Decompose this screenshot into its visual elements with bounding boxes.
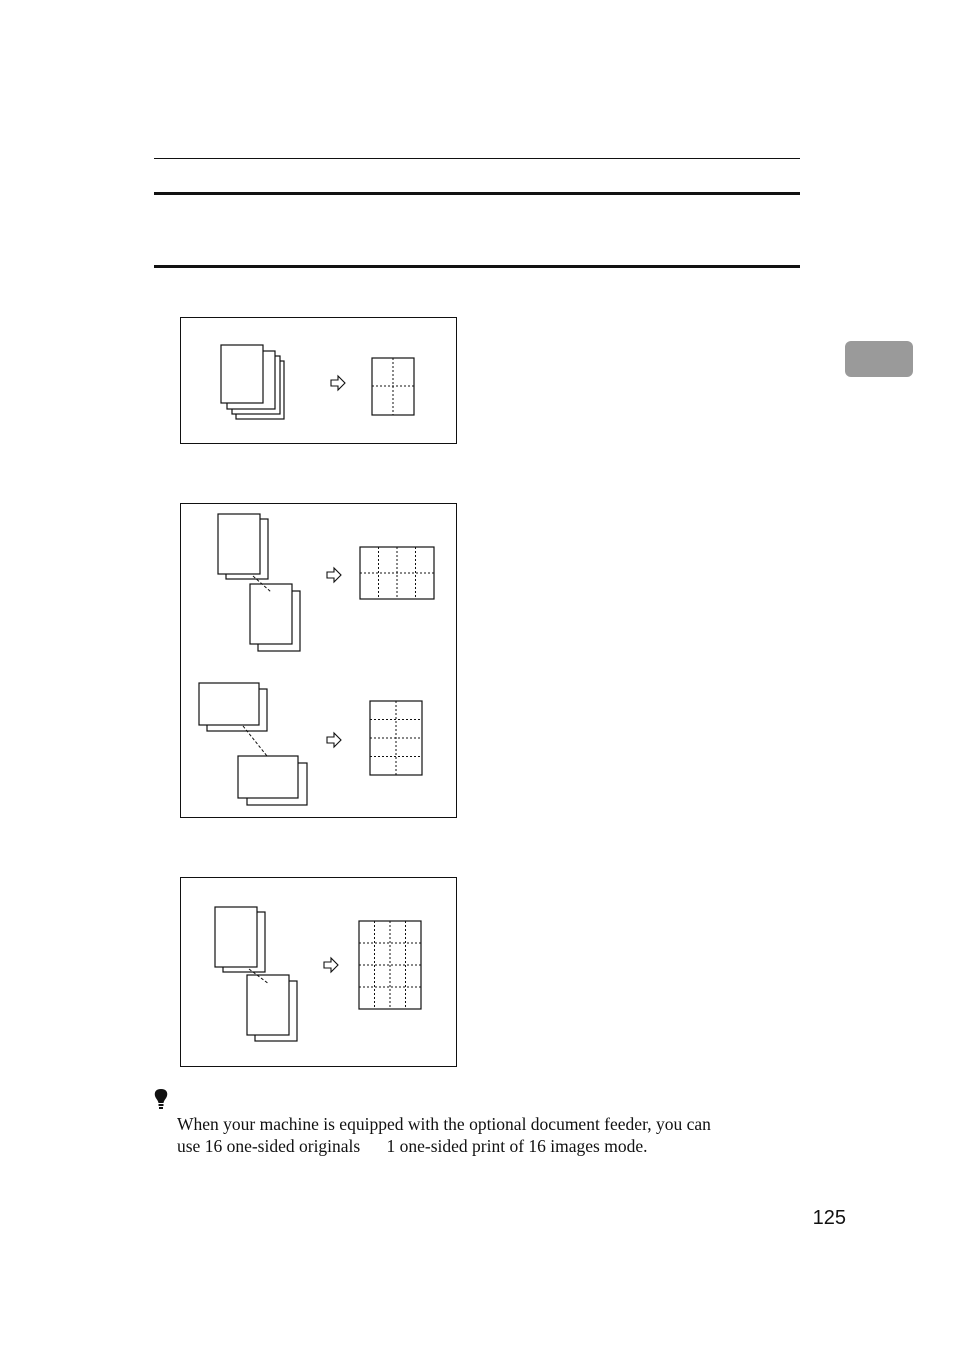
limitation-note (177, 1114, 817, 1157)
copy-sheet-sixteen (359, 921, 421, 1009)
illustration-duplex-originals-to-sixteen-images (180, 877, 457, 1067)
right-arrow-icon (324, 958, 338, 972)
limitation-icon (152, 1088, 170, 1110)
copy-sheet-portrait (370, 701, 422, 775)
portrait-original-pair (218, 514, 300, 651)
illustration-duplex-originals-to-eight-images (180, 503, 457, 818)
page-number: 125 (812, 1207, 846, 1229)
copy-sheet-landscape (360, 547, 434, 599)
right-arrow-icon (331, 376, 345, 390)
title-rule-top (154, 192, 800, 195)
illustration-graphic (181, 878, 458, 1068)
original-stack (221, 345, 284, 419)
title-rule-bottom (154, 265, 800, 268)
illustration-graphic (181, 504, 458, 819)
right-arrow-icon (327, 568, 341, 582)
illustration-four-originals-to-one-sheet (180, 317, 457, 444)
illustration-graphic (181, 318, 458, 445)
note-line-1: When your machine is equipped with the optional document feeder, you can (177, 1114, 711, 1134)
portrait-original-pair (215, 907, 297, 1041)
landscape-original-pair (199, 683, 307, 805)
copy-sheet (372, 358, 414, 415)
header-rule-thin (154, 158, 800, 159)
note-line-2: use 16 one-sided originals 1 one-sided print of 16 images mode. (177, 1135, 648, 1156)
chapter-tab (845, 341, 913, 377)
right-arrow-icon (327, 733, 341, 747)
